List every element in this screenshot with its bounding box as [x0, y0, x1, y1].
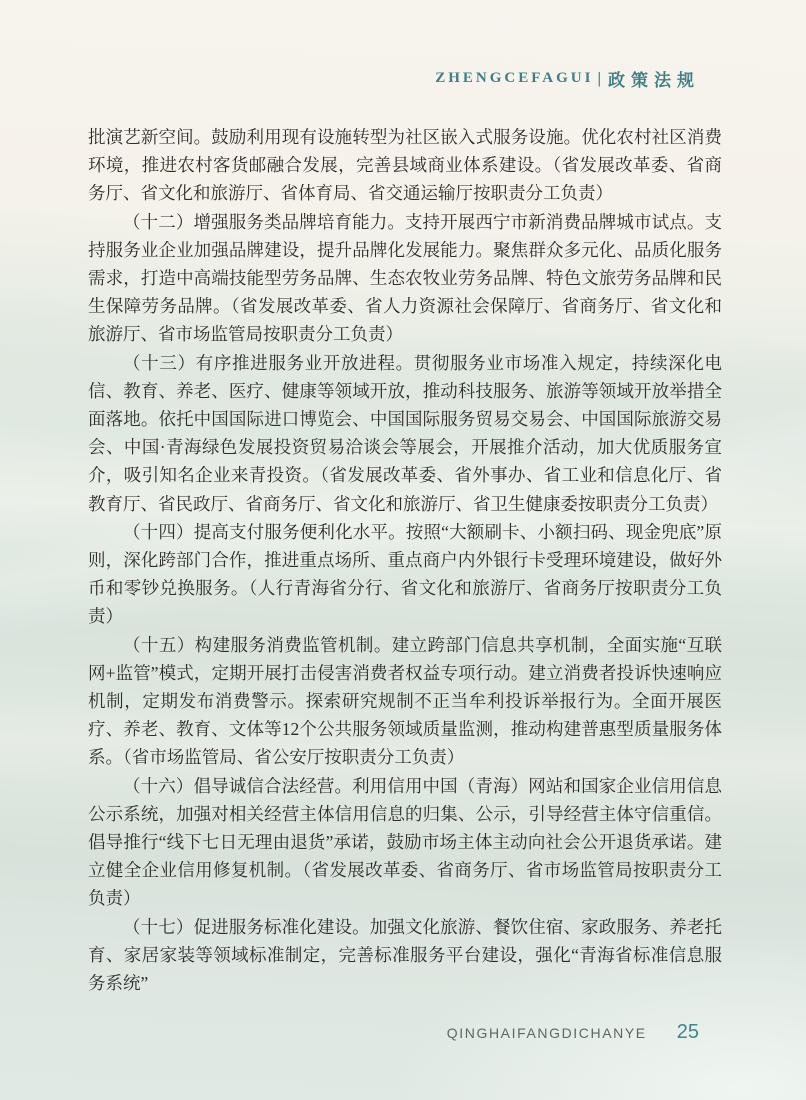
header-latin-title: ZHENGCEFAGUI: [435, 70, 594, 86]
footer-journal-name: QINGHAIFANGDICHANYE: [446, 1025, 647, 1041]
footer-page-number: 25: [676, 1021, 699, 1043]
body-paragraph: 批演艺新空间。鼓励利用现有设施转型为社区嵌入式服务设施。优化农村社区消费环境，推进农村客货邮融合发展，完善县域商业体系建设。（省发展改革委、省商务厅、省文化和旅游厅、省体育局、省交通运输厅按职责分工负责）: [88, 127, 722, 204]
body-paragraph: （十二）增强服务类品牌培育能力。支持开展西宁市新消费品牌城市试点。支持服务业企业加强品牌建设，提升品牌化发展能力。聚焦群众多元化、品质化服务需求，打造中高端技能型劳务品牌、生态农牧业劳务品牌、特色文旅劳务品牌和民生保障劳务品牌。（省发展改革委、省人力资源社会保障厅、省商务厅、省文化和旅游厅、省市场监管局按职责分工负责）: [88, 211, 722, 345]
body-paragraph: （十七）促进服务标准化建设。加强文化旅游、餐饮住宿、家政服务、养老托育、家居家装等领域标准制定，完善标准服务平台建设，强化“青海省标准信息服务系统”: [88, 916, 722, 994]
page-header: [435, 66, 700, 91]
header-section-title: 政策法规: [608, 71, 700, 90]
body-paragraph: （十六）倡导诚信合法经营。利用信用中国（青海）网站和国家企业信用信息公示系统，加强对相关经营主体信用信息的归集、公示，引导经营主体守信重信。倡导推行“线下七日无理由退货”承诺，鼓励市场主体主动向社会公开退货承诺。建立健全企业信用修复机制。（省发展改革委、省商务厅、省市场监管局按职责分工负责）: [88, 775, 722, 909]
header-separator: |: [597, 69, 601, 87]
body-paragraph: （十五）构建服务消费监管机制。建立跨部门信息共享机制，全面实施“互联网+监管”模式，定期开展打击侵害消费者权益专项行动。建立消费者投诉快速响应机制，定期发布消费警示。探索研究规制不正当牟利投诉举报行为。全面开展医疗、养老、教育、文体等12个公共服务领域质量监测，推动构建普惠型质量服务体系。（省市场监管局、省公安厅按职责分工负责）: [88, 634, 722, 768]
page-footer: [447, 1021, 699, 1044]
article-body: [88, 123, 722, 997]
body-paragraph: （十四）提高支付服务便利化水平。按照“大额刷卡、小额扫码、现金兜底”原则，深化跨部门合作，推进重点场所、重点商户内外银行卡受理环境建设，做好外币和零钞兑换服务。（人行青海省分行、省文化和旅游厅、省商务厅按职责分工负责）: [88, 521, 722, 627]
body-paragraph: （十三）有序推进服务业开放进程。贯彻服务业市场准入规定，持续深化电信、教育、养老、医疗、健康等领域开放，推动科技服务、旅游等领域开放举措全面落地。依托中国国际进口博览会、中国国际服务贸易交易会、中国国际旅游交易会、中国·青海绿色发展投资贸易洽谈会等展会，开展推介活动，加大优质服务宣介，吸引知名企业来青投资。（省发展改革委、省外事办、省工业和信息化厅、省教育厅、省民政厅、省商务厅、省文化和旅游厅、省卫生健康委按职责分工负责）: [88, 352, 722, 514]
